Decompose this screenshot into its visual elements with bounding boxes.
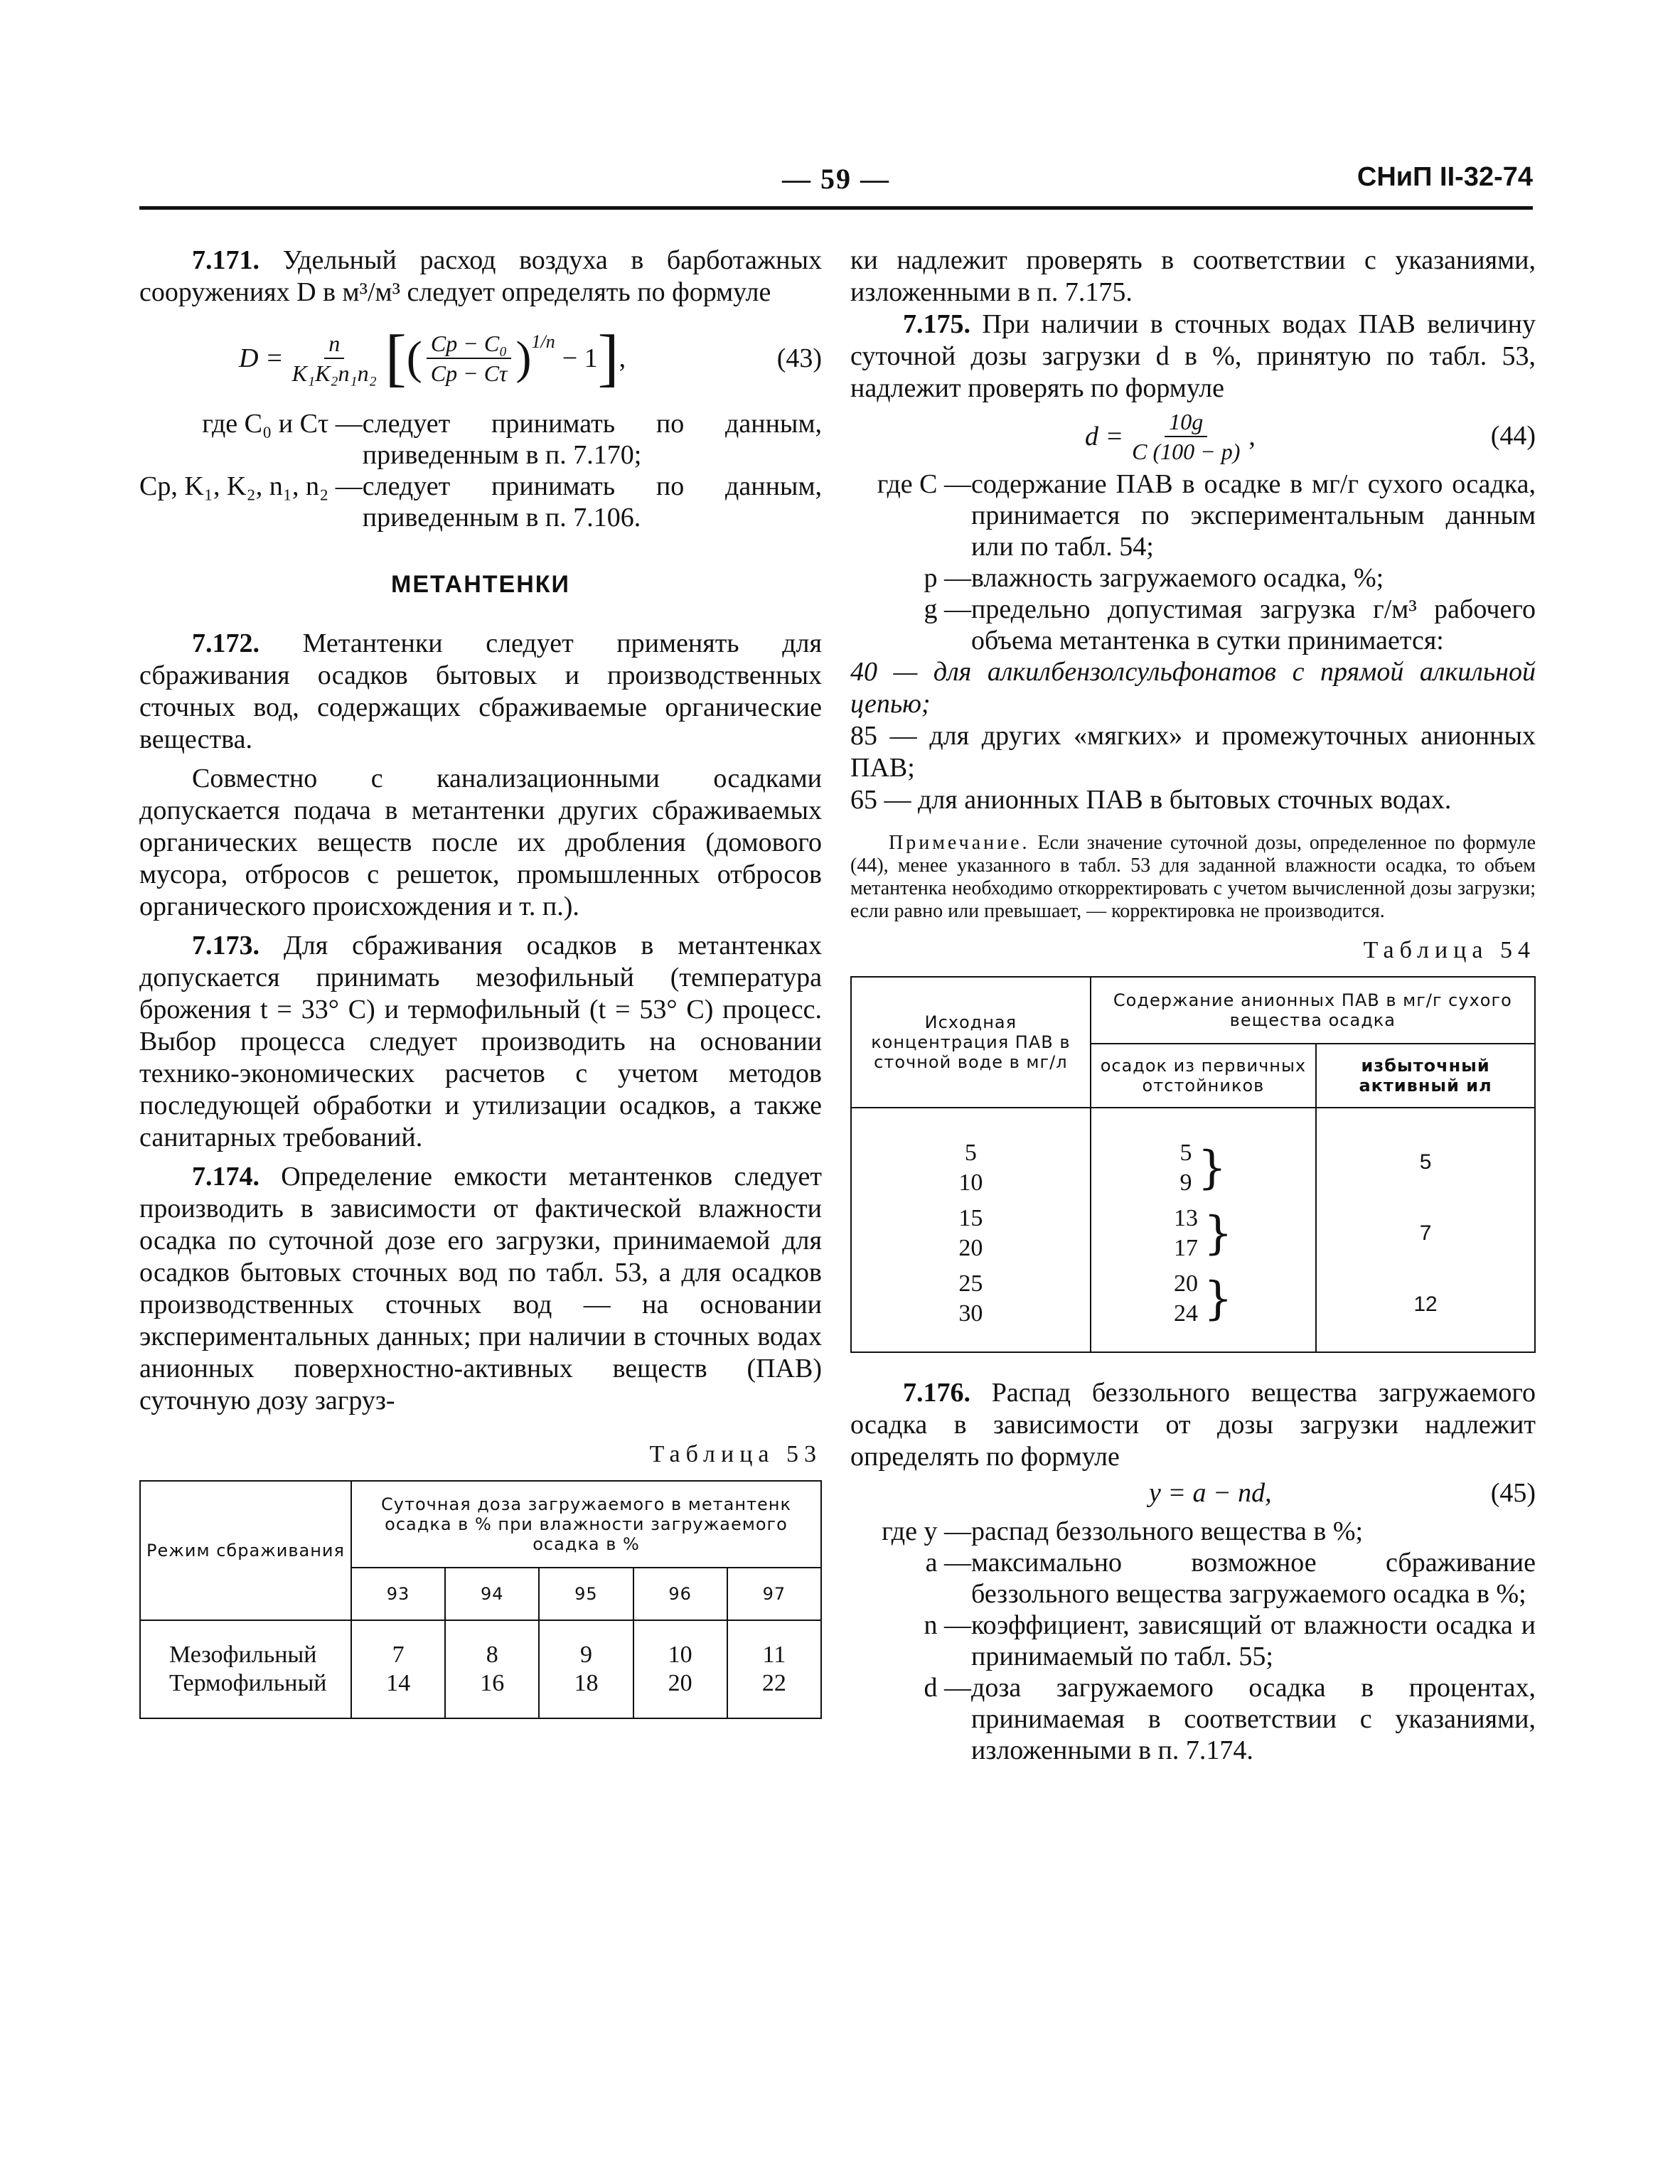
column-header-regime: Режим сбраживания [140,1481,351,1620]
regime-label: Мезофильный [169,1642,317,1668]
clause-7-174 [139,1161,822,1417]
equation-lhs: d = [1085,421,1124,451]
definition-row [139,471,822,533]
equation-comma: , [1248,421,1256,451]
definitions-45 [850,1516,1536,1766]
load-value-item: 40 — для алкилбензолсульфонатов с прямой алкильной цепью; [850,657,1536,719]
equation-lhs: D = [239,343,284,373]
clause-text: При наличии в сточных водах ПАВ величину суточной дозы загрузки d в %, принятую по табл. 53, надлежит проверять по формуле [850,309,1536,403]
fraction-denominator: Cр − Cτ [430,360,508,386]
cell-value: 5 [1179,1140,1192,1166]
paragraph-continuation: ки надлежит проверять в соответствии с указаниями, изложенными в п. 7.175. [850,245,1536,307]
column-header-moisture: 97 [727,1568,821,1620]
equation-44-body [1085,405,1256,469]
column-header-excess-sludge: избыточный активный ил [1316,1044,1535,1108]
header-rule [139,206,1533,210]
equation-fraction [427,329,512,387]
fraction-numerator: n [324,329,344,359]
cell-value: 7 [1419,1221,1432,1245]
load-value-item: 65 — для анионных ПАВ в бытовых сточных водах. [850,785,1452,815]
table-cell [445,1620,539,1718]
cell-value: 17 [1174,1235,1199,1261]
equation-45-body: y = a − nd, [1149,1478,1272,1508]
clause-7-172 [139,628,822,756]
cell-value: 13 [1174,1205,1199,1231]
clause-7-175 [850,309,1536,405]
definition-term: g — [924,594,971,624]
definition-text: следует принимать по данным, приведенным в п. 7.170; [362,409,822,470]
cell-value: 12 [1413,1292,1438,1316]
definitions-44 [850,469,1536,656]
fraction-denominator: K₁K₂n₁n₂ [291,360,377,386]
definition-term: Cр, K₁, K₂, n₁, n₂ — [139,471,363,501]
definition-text: максимально возможное сбраживание беззольного вещества загружаемого осадка в %; [971,1548,1536,1609]
column-header-moisture: 93 [351,1568,445,1620]
close-bracket-glyph: ] [597,323,619,393]
equation-tail: − 1 [562,343,598,373]
definition-text: доза загружаемого осадка в процентах, принимаемая в соответствии с указаниями, изложенными в п. 7.174. [971,1673,1536,1765]
equation-number: (45) [1490,1478,1536,1508]
definition-text: содержание ПАВ в осадке в мг/г сухого осадка, принимается по экспериментальным данным или по табл. 54; [971,469,1536,562]
table-cell-regime [140,1620,351,1718]
table-row [140,1620,821,1718]
clause-text: Распад беззольного вещества загружаемого осадка в зависимости от дозы загрузки надлежит определять по формуле [850,1378,1536,1472]
cell-value: 30 [958,1300,983,1327]
cell-value: 11 [762,1642,786,1668]
table-cell [727,1620,821,1718]
clause-number: 7.176. [903,1378,970,1408]
table-cell [633,1620,727,1718]
clause-text: Определение емкости метантенков следует производить в зависимости от фактической влажности осадка по суточной дозе его загрузки, принимаемой для осадков бытовых сточных вод по табл. 53, а для осадков производственных сточных вод — на основании экспериментальных данных; при наличии в сточных водах анионных поверхностно-активных веществ (ПАВ) суточную дозу загруз- [139,1162,822,1415]
cell-value: 16 [480,1670,505,1696]
equation-43 [139,316,822,401]
cell-value: 15 [958,1205,983,1231]
cell-value: 5 [1419,1150,1432,1174]
table-cell-sludge [1316,1108,1535,1352]
definition-term: где y — [882,1516,971,1546]
section-title: МЕТАНТЕНКИ [391,571,570,598]
open-bracket-glyph: [ [385,323,407,393]
table-header-row [140,1481,821,1568]
column-header-primary-sludge: осадок из первичных отстойников [1091,1044,1316,1108]
equation-44 [850,405,1536,469]
table-cell [351,1620,445,1718]
table-53 [139,1480,822,1719]
equation-45 [850,1473,1536,1516]
definition-text: следует принимать по данным, приведенным в п. 7.106. [362,471,822,532]
definition-text: предельно допустимая загрузка г/м³ рабочего объема метантенка в сутки принимается: [971,594,1536,655]
definition-row [850,594,1536,656]
right-column [850,245,1536,1766]
fraction-numerator: 10g [1165,407,1207,437]
clause-text: Метантенки следует применять для сбраживания осадков бытовых и производственных сточных вод, содержащих сбраживаемые органические вещества. [139,628,822,754]
definitions-43 [139,408,822,533]
definition-row [850,1672,1536,1766]
brace-group [1174,1269,1233,1329]
brace-group [1180,1138,1227,1198]
equation-number: (43) [776,343,822,373]
equation-number: (44) [1490,421,1536,451]
brace-glyph: } [1197,1142,1227,1194]
cell-value: 20 [1174,1270,1199,1297]
definition-text: влажность загружаемого осадка, %; [971,563,1384,593]
document-code: СНиП II-32-74 [1357,162,1533,192]
column-header-dose: Суточная доза загружаемого в метантенк осадка в % при влажности загружаемого осадка в % [351,1481,821,1568]
brace-group [1174,1204,1233,1263]
cell-value: 18 [574,1670,599,1696]
definition-term: n — [924,1610,971,1640]
definition-row [850,469,1536,562]
definition-row [850,1610,1536,1672]
definition-row [850,562,1536,594]
note [850,832,1536,923]
definition-row [850,1516,1536,1547]
clause-number: 7.172. [192,628,260,658]
clause-text: Удельный расход воздуха в барботажных сооружениях D в м³/м³ следует определять по формуле [139,245,822,307]
clause-text: Для сбраживания осадков в метантенках допускается принимать мезофильный (температура брожения t = 33° C) и термофильный (t = 53° C) процесс. Выбор процесса следует производить на основании технико-экономических расчетов с учетом методов последующей обработки и утилизации осадков, а также санитарных требований. [139,931,822,1152]
clause-number: 7.173. [192,931,260,960]
cell-value: 20 [668,1670,692,1696]
table-cell-primary [1091,1108,1316,1352]
table-cell-concentration [851,1108,1091,1352]
definition-term: p — [924,563,971,593]
cell-value: 14 [386,1670,411,1696]
close-paren-glyph: ) [515,332,532,384]
cell-value: 22 [761,1670,786,1696]
equation-fraction [288,329,381,387]
column-header-moisture: 94 [445,1568,539,1620]
cell-value: 5 [964,1140,977,1166]
table-54 [850,976,1536,1353]
paragraph-joint-feed: Совместно с канализационными осадками допускается подача в метантенки других сбраживаемых органических веществ после их дробления (домового мусора, отбросов с решеток, промышленных отбросов органического происхождения и т. п.). [139,764,822,921]
cell-value: 10 [668,1642,692,1668]
equation-fraction [1128,407,1244,466]
column-header-moisture: 96 [633,1568,727,1620]
clause-7-173 [139,930,822,1154]
brace-glyph: } [1204,1273,1233,1325]
note-text: Если значение суточной дозы, определенное по формуле (44), менее указанного в табл. 53 для заданной влажности осадка, то объем метантенка необходимо откорректировать с учетом вычисленной дозы загрузки; если равно или превышает, — корректировка не производится. [850,832,1536,922]
definition-term: где C — [877,469,971,499]
note-label: Примечание. [889,832,1030,854]
clause-7-176 [850,1377,1536,1473]
definition-term: где C₀ и Cτ — [202,409,363,439]
table-cell [539,1620,633,1718]
table-54-caption: Таблица 54 [1363,937,1536,963]
definition-row [850,1547,1536,1610]
table-53-caption: Таблица 53 [649,1441,822,1467]
cell-value: 25 [958,1270,983,1297]
equation-43-body: D = $\frac{n}{\text{K₁K₂n₁n₂}}$ [ ( $\frac{\text{Cр − C₀}}{Cр - C\tau}$ ) $^{1/n}$ − 1 ] , [239,323,626,393]
clause-number: 7.174. [192,1162,260,1192]
cell-value: 9 [1179,1169,1192,1196]
definition-row [139,408,822,471]
left-column [139,245,822,1719]
column-header-moisture: 95 [539,1568,633,1620]
table-header-row [851,977,1535,1044]
cell-value: 9 [579,1642,592,1668]
definition-term: d — [924,1673,971,1703]
column-header-initial-concentration: Исходная концентрация ПАВ в сточной воде в мг/л [851,977,1091,1108]
brace-glyph: } [1204,1207,1233,1260]
cell-value: 20 [958,1235,983,1261]
fraction-denominator: C (100 − p) [1132,439,1241,464]
page-number: — 59 — [782,163,890,195]
definition-text: распад беззольного вещества в %; [971,1516,1364,1546]
open-paren-glyph: ( [406,332,422,384]
definition-text: коэффициент, зависящий от влажности осадка и принимаемый по табл. 55; [971,1610,1536,1671]
regime-label: Термофильный [169,1670,327,1696]
clause-number: 7.171. [192,245,260,275]
page-header [139,162,1533,205]
definition-term: a — [925,1548,971,1578]
cell-value: 10 [958,1169,983,1196]
equation-exponent: 1/n [531,331,555,352]
cell-value: 24 [1174,1300,1199,1327]
column-header-content: Содержание анионных ПАВ в мг/г сухого вещества осадка [1091,977,1535,1044]
table-row [851,1108,1535,1352]
cell-value: 8 [486,1642,498,1668]
cell-value: 7 [392,1642,405,1668]
load-value-item: 85 — для других «мягких» и промежуточных анионных ПАВ; [850,721,1536,783]
clause-number: 7.175. [903,309,970,339]
clause-7-171 [139,245,822,309]
fraction-numerator: Cр − C₀ [427,329,511,359]
